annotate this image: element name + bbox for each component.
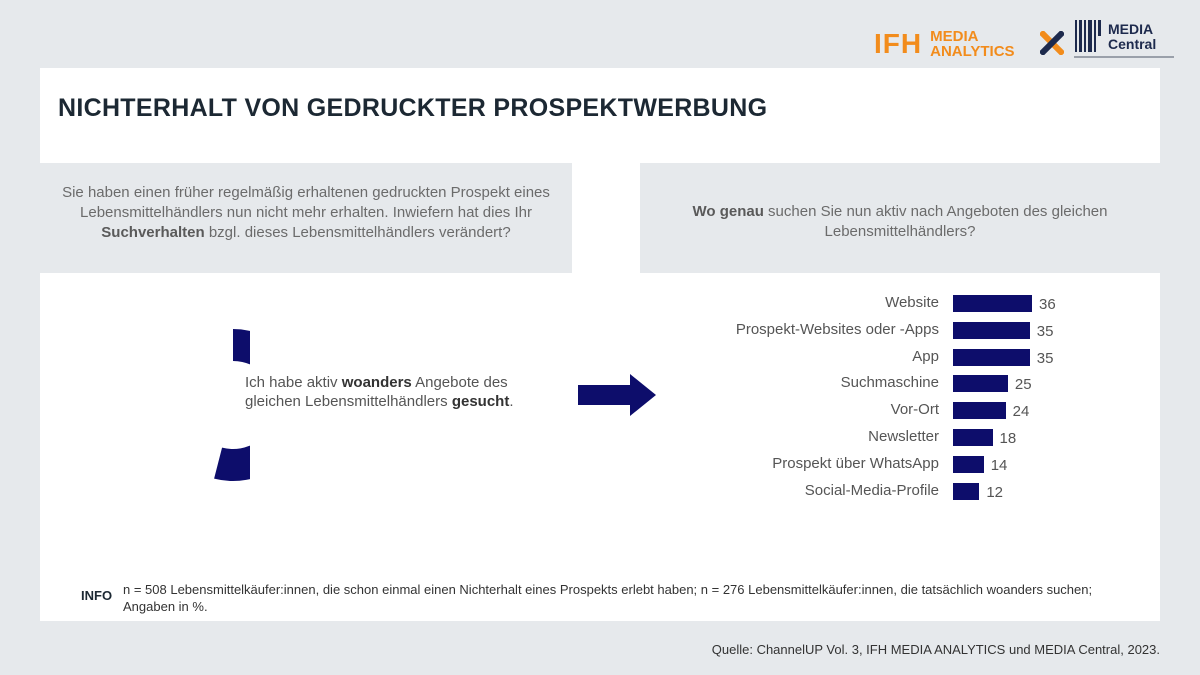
ifh-logo-words bbox=[930, 29, 1014, 59]
bar-category-label: App bbox=[912, 347, 939, 365]
ifh-media-analytics-logo bbox=[874, 28, 1015, 60]
media-central-text bbox=[1108, 22, 1156, 52]
question-right-part2: suchen Sie nun aktiv nach Angeboten des gleichen Lebensmittelhändlers? bbox=[763, 203, 1108, 240]
statement-bold1: woanders bbox=[341, 374, 412, 391]
bar-category-label: Social-Media-Profile bbox=[804, 481, 939, 499]
bar-value-label: 12 bbox=[986, 483, 1004, 501]
bar-value-label: 36 bbox=[1039, 296, 1056, 313]
media-central-underline bbox=[1074, 56, 1174, 58]
arrow-right-icon bbox=[578, 374, 656, 416]
bar-category-label: Website bbox=[885, 294, 939, 311]
donut-value-label: 54 bbox=[180, 402, 197, 419]
question-left-bold: Suchverhalten bbox=[101, 224, 205, 241]
bar-value-label: 35 bbox=[1036, 322, 1054, 340]
statement-part3: . bbox=[509, 393, 514, 410]
bar-category-label: Suchmaschine bbox=[840, 374, 939, 392]
bar-value-label: 18 bbox=[999, 430, 1017, 447]
media-central-bars-icon bbox=[1074, 18, 1110, 54]
question-gap bbox=[572, 163, 640, 273]
bar-category-label: Prospekt-Websites oder -Apps bbox=[735, 320, 939, 338]
info-text: n = 508 Lebensmittelkäufer:innen, die schon einmal einen Nichterhalt eines Prospekts erlebt haben; n = 276 Lebensmittelkäufer:innen, die tatsächlich woanders suchen; Angaben in %. bbox=[123, 582, 1093, 614]
statement-part2: Angebote des gleichen Lebensmittelhändlers bbox=[245, 374, 508, 410]
question-left-text bbox=[40, 183, 572, 243]
bar-category-label: Newsletter bbox=[868, 428, 939, 445]
media-central-logo bbox=[1074, 18, 1174, 60]
question-right-bold: Wo genau bbox=[692, 203, 764, 220]
ifh-logo-letters: IFH bbox=[874, 28, 923, 59]
statement-bold2: gesucht bbox=[451, 393, 510, 410]
bar-category-label: Prospekt über WhatsApp bbox=[772, 454, 939, 472]
question-left-part2: bzgl. dieses Lebensmittelhändlers verändert? bbox=[204, 224, 511, 241]
media-central-line2: Central bbox=[1108, 36, 1157, 52]
bar-value-label: 35 bbox=[1036, 349, 1054, 367]
bar-value-label: 14 bbox=[990, 456, 1008, 474]
donut-chart bbox=[90, 320, 250, 490]
question-right-text bbox=[640, 202, 1160, 242]
bar-value-label: 24 bbox=[1012, 403, 1030, 421]
bar-value-label: 25 bbox=[1014, 376, 1032, 394]
info-label: INFO bbox=[81, 588, 113, 603]
ifh-logo-line1: MEDIA bbox=[930, 28, 979, 45]
cross-icon bbox=[1040, 31, 1064, 55]
question-left-part1: Sie haben einen früher regelmäßig erhaltenen gedruckten Prospekt eines Lebensmittelhändlers nun nicht mehr erhalten. Inwiefern hat dies Ihr bbox=[62, 184, 550, 221]
statement-text bbox=[245, 373, 565, 411]
source-note: Quelle: ChannelUP Vol. 3, IFH MEDIA ANALYTICS und MEDIA Central, 2023. bbox=[711, 642, 1160, 657]
page-title: NICHTERHALT VON GEDRUCKTER PROSPEKTWERBUNG bbox=[58, 94, 768, 122]
media-central-line1: MEDIA bbox=[1108, 21, 1154, 37]
ifh-logo-line2: ANALYTICS bbox=[930, 43, 1015, 60]
statement-part1: Ich habe aktiv bbox=[245, 374, 342, 391]
bar-category-label: Vor-Ort bbox=[890, 401, 939, 419]
